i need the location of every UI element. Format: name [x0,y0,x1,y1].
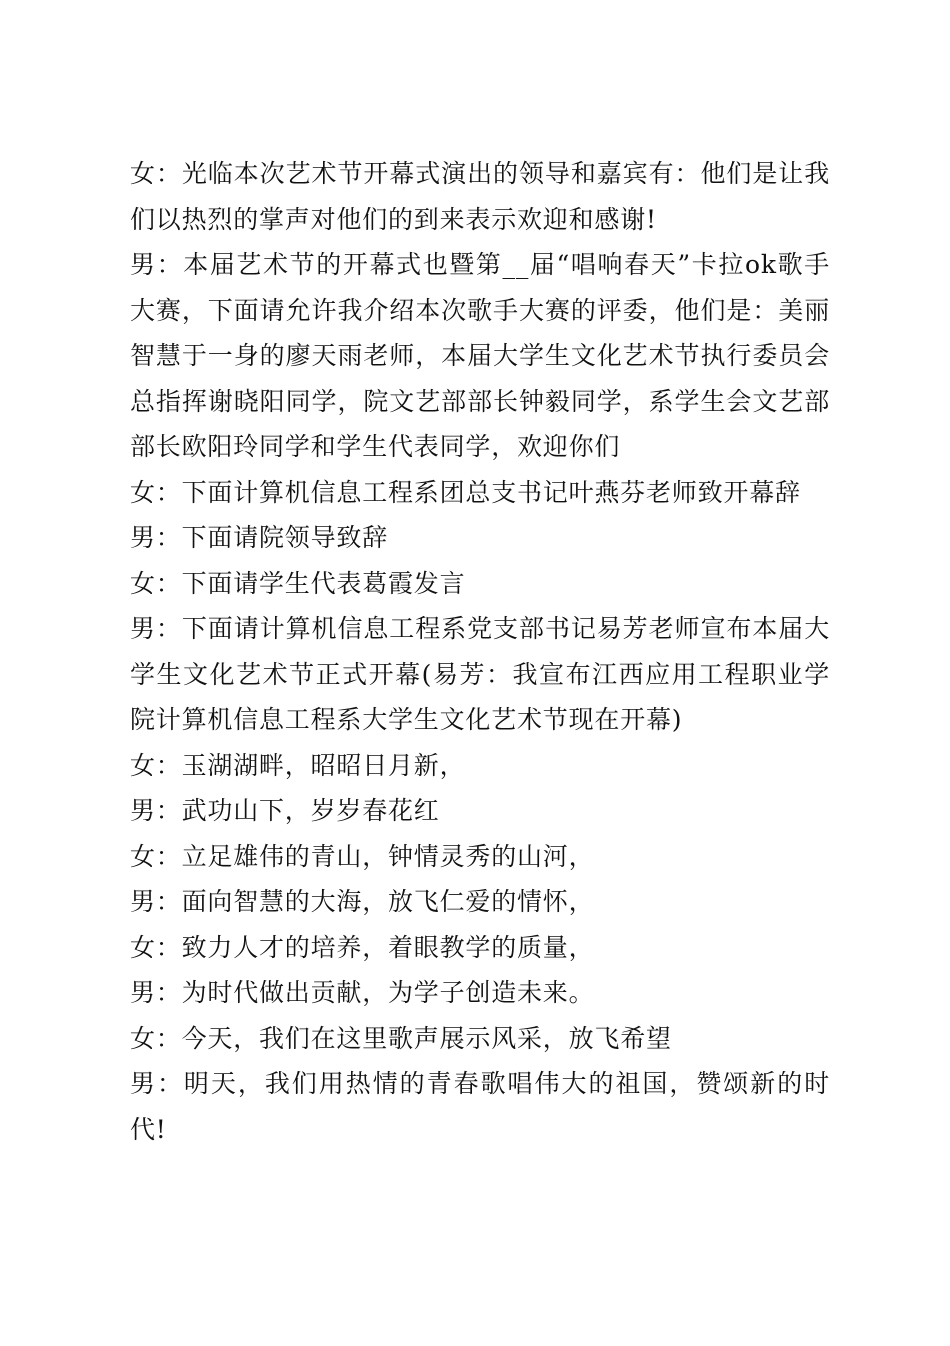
script-line-male: 男：明天，我们用热情的青春歌唱伟大的祖国，赞颂新的时代! [130,1069,830,1144]
script-line-male: 男：面向智慧的大海，放飞仁爱的情怀， [130,887,595,916]
script-line-male: 男：本届艺术节的开幕式也暨第__届“唱响春天”卡拉ok歌手大赛，下面请允许我介绍本次歌手大赛的评委，他们是：美丽智慧于一身的廖天雨老师，本届大学生文化艺术节执行委员会总指挥谢晓阳同学，院文艺部部长钟毅同学，系学生会文艺部部长欧阳玲同学和学生代表同学，欢迎你们 [130,250,830,461]
script-line-female: 女：致力人才的培养，着眼教学的质量， [130,932,595,962]
script-line-male: 男：下面请院领导致辞 [130,523,389,552]
script-line-female: 女：下面计算机信息工程系团总支书记叶燕芬老师致开幕辞 [130,477,801,507]
script-line-female: 女：立足雄伟的青山，钟情灵秀的山河， [130,841,595,871]
script-line-male: 男：为时代做出贡献，为学子创造未来。 [130,978,595,1007]
document-body [130,151,830,1152]
script-line-female: 女：光临本次艺术节开幕式演出的领导和嘉宾有：他们是让我们以热烈的掌声对他们的到来表示欢迎和感谢! [130,159,830,234]
script-line-female: 女：玉湖湖畔，昭昭日月新， [130,750,466,780]
script-line-male: 男：下面请计算机信息工程系党支部书记易芳老师宣布本届大学生文化艺术节正式开幕(易芳：我宣布江西应用工程职业学院计算机信息工程系大学生文化艺术节现在开幕) [130,614,830,734]
script-line-female: 女：今天，我们在这里歌声展示风采，放飞希望 [130,1023,672,1053]
script-line-female: 女：下面请学生代表葛霞发言 [130,568,466,598]
script-line-male: 男：武功山下，岁岁春花红 [130,796,440,825]
